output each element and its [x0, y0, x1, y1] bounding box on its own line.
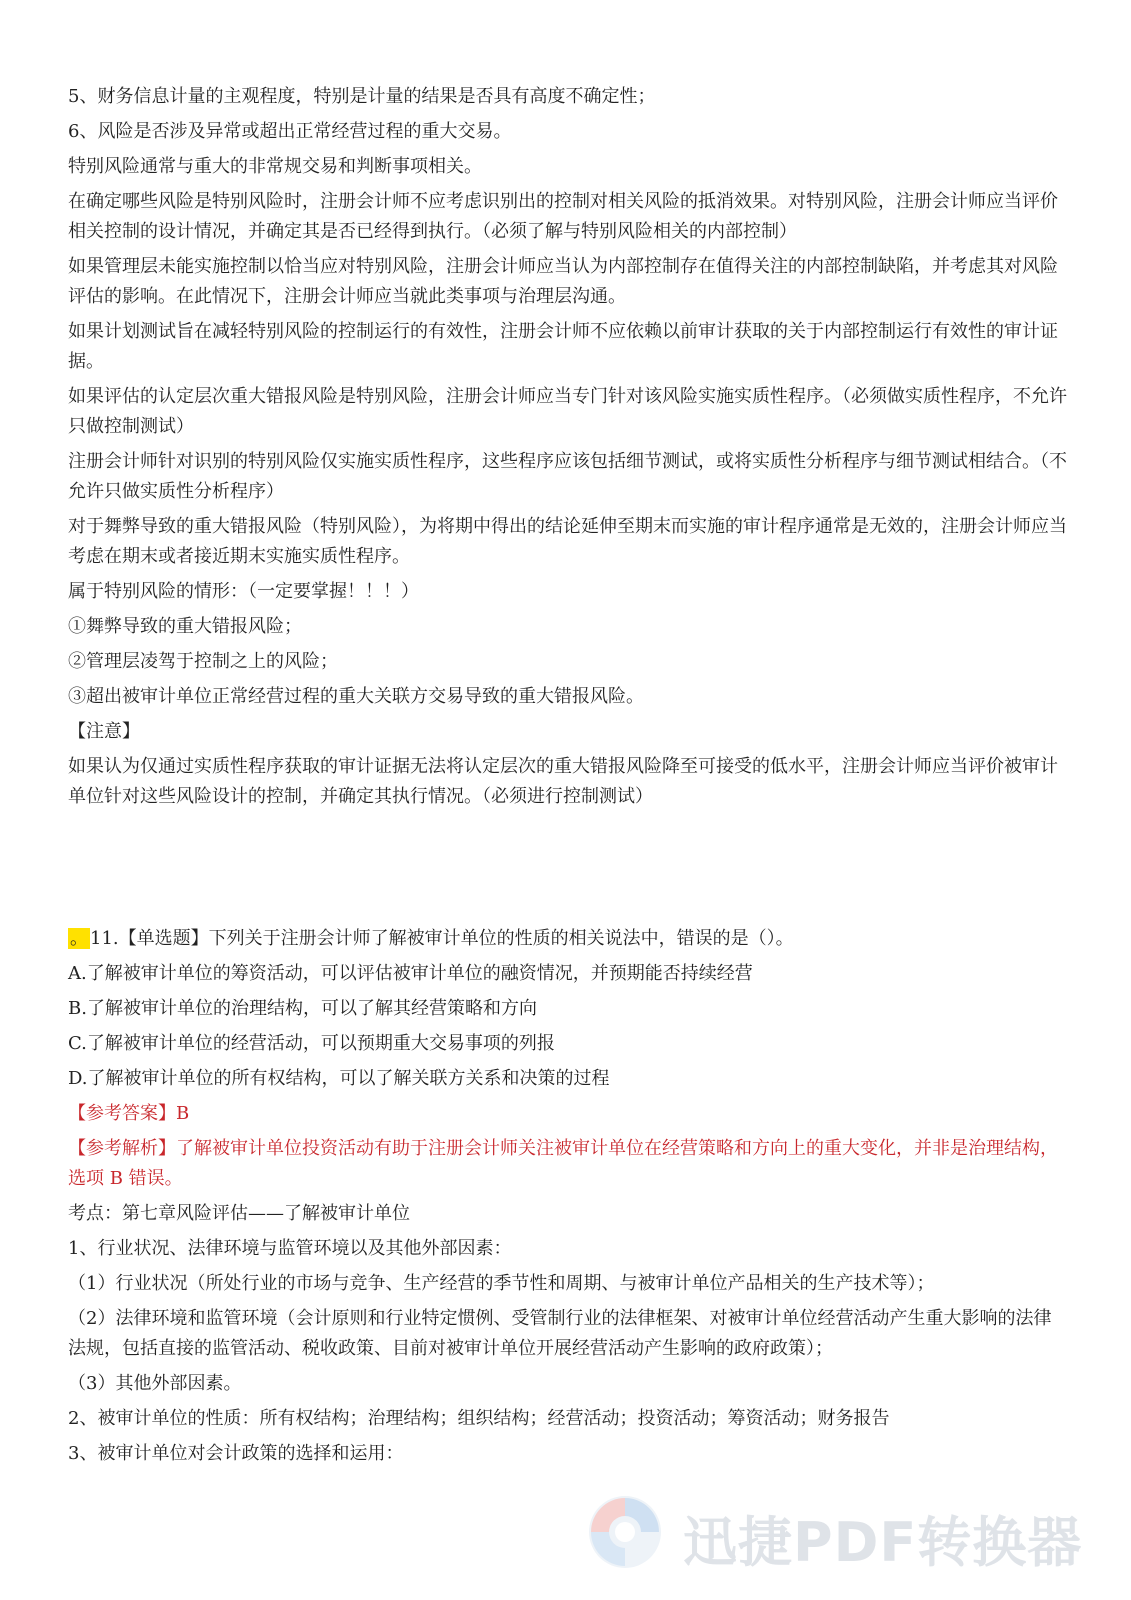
option-c: C.了解被审计单位的经营活动，可以预期重大交易事项的列报 — [68, 1033, 555, 1054]
option-a: A.了解被审计单位的筹资活动，可以评估被审计单位的融资情况，并预期能否持续经营 — [68, 963, 753, 984]
kaodian-item: 2、被审计单位的性质：所有权结构；治理结构；组织结构；经营活动；投资活动；筹资活动；财务报告 — [68, 1408, 890, 1429]
paragraph: 如果计划测试旨在减轻特别风险的控制运行的有效性，注册会计师不应依赖以前审计获取的关于内部控制运行有效性的审计证据。 — [68, 321, 1058, 372]
analysis-label: 【参考解析】 — [68, 1138, 176, 1159]
highlight-marker: 。 — [70, 928, 88, 949]
kaodian-subitem: （3）其他外部因素。 — [68, 1373, 242, 1394]
text-line: 6、风险是否涉及异常或超出正常经营过程的重大交易。 — [68, 121, 512, 142]
question-text: 11.【单选题】下列关于注册会计师了解被审计单位的性质的相关说法中，错误的是（）。 — [90, 928, 794, 949]
paragraph: 在确定哪些风险是特别风险时，注册会计师不应考虑识别出的控制对相关风险的抵消效果。对特别风险，注册会计师应当评价相关控制的设计情况，并确定其是否已经得到执行。（必须了解与特别风险相关的内部控制） — [68, 191, 1058, 242]
case-item: ③超出被审计单位正常经营过程的重大关联方交易导致的重大错报风险。 — [68, 686, 644, 707]
spacer — [68, 812, 1068, 924]
kaodian-subitem: （2）法律环境和监管环境（会计原则和行业特定惯例、受管制行业的法律框架、对被审计单位经营活动产生重大影响的法律法规，包括直接的监管活动、税收政策、目前对被审计单位开展经营活动产生影响的政府政策）； — [68, 1308, 1052, 1359]
option-d: D.了解被审计单位的所有权结构，可以了解关联方关系和决策的过程 — [68, 1068, 610, 1089]
paragraph: 特别风险通常与重大的非常规交易和判断事项相关。 — [68, 156, 482, 177]
kaodian-item: 1、行业状况、法律环境与监管环境以及其他外部因素： — [68, 1238, 512, 1259]
kaodian-subitem: （1）行业状况（所处行业的市场与竞争、生产经营的季节性和周期、与被审计单位产品相关的生产技术等）； — [68, 1273, 935, 1294]
paragraph: 对于舞弊导致的重大错报风险（特别风险），为将期中得出的结论延伸至期末而实施的审计程序通常是无效的，注册会计师应当考虑在期末或者接近期末实施实质性程序。 — [68, 516, 1067, 567]
analysis-body: 了解被审计单位投资活动有助于注册会计师关注被审计单位在经营策略和方向上的重大变化，并非是治理结构，选项 B 错误。 — [68, 1138, 1058, 1189]
kaodian-title: 考点：第七章风险评估——了解被审计单位 — [68, 1203, 410, 1224]
watermark — [585, 1492, 1105, 1572]
watermark-text: 迅捷PDF转换器 — [683, 1511, 1083, 1574]
case-item: ①舞弊导致的重大错报风险； — [68, 616, 302, 637]
kaodian-item: 3、被审计单位对会计政策的选择和运用： — [68, 1443, 404, 1464]
note-body: 如果认为仅通过实质性程序获取的审计证据无法将认定层次的重大错报风险降至可接受的低水平，注册会计师应当评价被审计单位针对这些风险设计的控制，并确定其执行情况。（必须进行控制测试） — [68, 756, 1058, 807]
option-b: B.了解被审计单位的治理结构，可以了解其经营策略和方向 — [68, 998, 537, 1019]
paragraph: 注册会计师针对识别的特别风险仅实施实质性程序，这些程序应该包括细节测试，或将实质性分析程序与细节测试相结合。（不允许只做实质性分析程序） — [68, 451, 1067, 502]
note-heading: 【注意】 — [68, 721, 140, 742]
paragraph: 如果管理层未能实施控制以恰当应对特别风险，注册会计师应当认为内部控制存在值得关注的内部控制缺陷，并考虑其对风险评估的影响。在此情况下，注册会计师应当就此类事项与治理层沟通。 — [68, 256, 1058, 307]
case-item: ②管理层凌驾于控制之上的风险； — [68, 651, 338, 672]
text-line: 5、财务信息计量的主观程度，特别是计量的结果是否具有高度不确定性； — [68, 86, 656, 107]
cases-heading: 属于特别风险的情形：（一定要掌握！！！） — [68, 581, 419, 602]
paragraph: 如果评估的认定层次重大错报风险是特别风险，注册会计师应当专门针对该风险实施实质性程序。（必须做实质性程序，不允许只做控制测试） — [68, 386, 1067, 437]
question-stem — [68, 924, 1068, 954]
reference-answer: 【参考答案】B — [68, 1103, 190, 1124]
xunjie-logo-icon — [585, 1492, 665, 1572]
document-page — [68, 82, 1068, 1469]
reference-analysis — [68, 1134, 1068, 1194]
